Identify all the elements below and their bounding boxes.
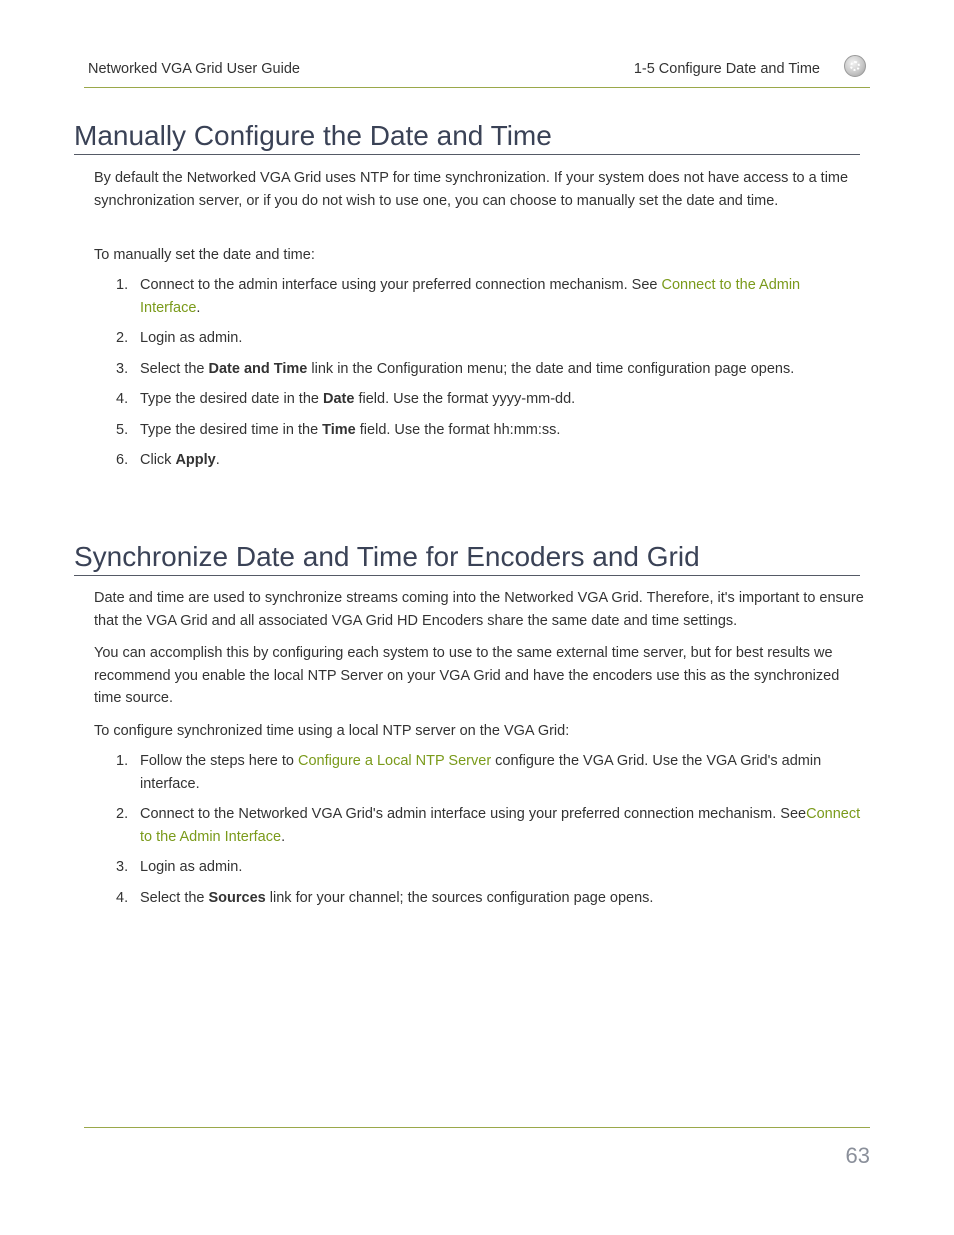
section2-para1: Date and time are used to synchronize streams coming into the Networked VGA Grid. Therefore, it's important to ensure that the VGA Grid and all associated VGA Grid HD Encoders share the same date and time settings. xyxy=(94,590,864,629)
list-item: 1. Connect to the admin interface using your preferred connection mechanism. See Connect to the Admin Interface. xyxy=(116,277,801,316)
section-title-manual-date-time: Manually Configure the Date and Time xyxy=(74,119,860,155)
list-item: 2. Login as admin. xyxy=(116,330,243,346)
section-title-synchronize: Synchronize Date and Time for Encoders and Grid xyxy=(74,540,860,576)
section1-lead: To manually set the date and time: xyxy=(94,247,315,263)
footer-rule xyxy=(84,1127,870,1128)
gear-icon xyxy=(844,55,866,77)
page-header xyxy=(84,56,870,88)
list-item: 3. Login as admin. xyxy=(116,859,243,875)
section1-steps xyxy=(94,274,864,480)
list-item: 3. Select the Date and Time link in the Configuration menu; the date and time configuration page opens. xyxy=(116,360,795,377)
list-item: 4. Select the Sources link for your channel; the sources configuration page opens. xyxy=(116,889,654,906)
list-item: 2. Connect to the Networked VGA Grid's admin interface using your preferred connection mechanism. SeeConnect to the Admin Interface. xyxy=(116,806,861,845)
section2-steps xyxy=(94,750,864,917)
connect-admin-interface-link[interactable]: Connect to the Admin Interface xyxy=(140,277,801,316)
list-item: 6. Click Apply. xyxy=(116,452,220,468)
list-item: 1. Follow the steps here to Configure a Local NTP Server configure the VGA Grid. Use the VGA Grid's admin interface. xyxy=(116,753,822,792)
section2-para2: You can accomplish this by configuring each system to use to the same external time server, but for best results we recommend you enable the local NTP Server on your VGA Grid and have the encoders use this as the synchronized time source. xyxy=(94,645,840,706)
section1-intro: By default the Networked VGA Grid uses NTP for time synchronization. If your system does not have access to a time synchronization server, or if you do not wish to use one, you can choose to manually set the date and time. xyxy=(94,170,849,209)
chapter-title: 1-5 Configure Date and Time xyxy=(633,61,820,77)
list-item: 4. Type the desired date in the Date field. Use the format yyyy-mm-dd. xyxy=(116,391,576,407)
page-number: 63 xyxy=(845,1143,870,1168)
guide-title: Networked VGA Grid User Guide xyxy=(88,61,300,77)
configure-ntp-server-link[interactable]: Configure a Local NTP Server xyxy=(297,753,492,769)
list-item: 5. Type the desired time in the Time field. Use the format hh:mm:ss. xyxy=(116,421,561,438)
section2-lead: To configure synchronized time using a local NTP server on the VGA Grid: xyxy=(94,723,570,739)
connect-admin-interface-link[interactable]: Connect to the Admin Interface xyxy=(140,806,861,845)
